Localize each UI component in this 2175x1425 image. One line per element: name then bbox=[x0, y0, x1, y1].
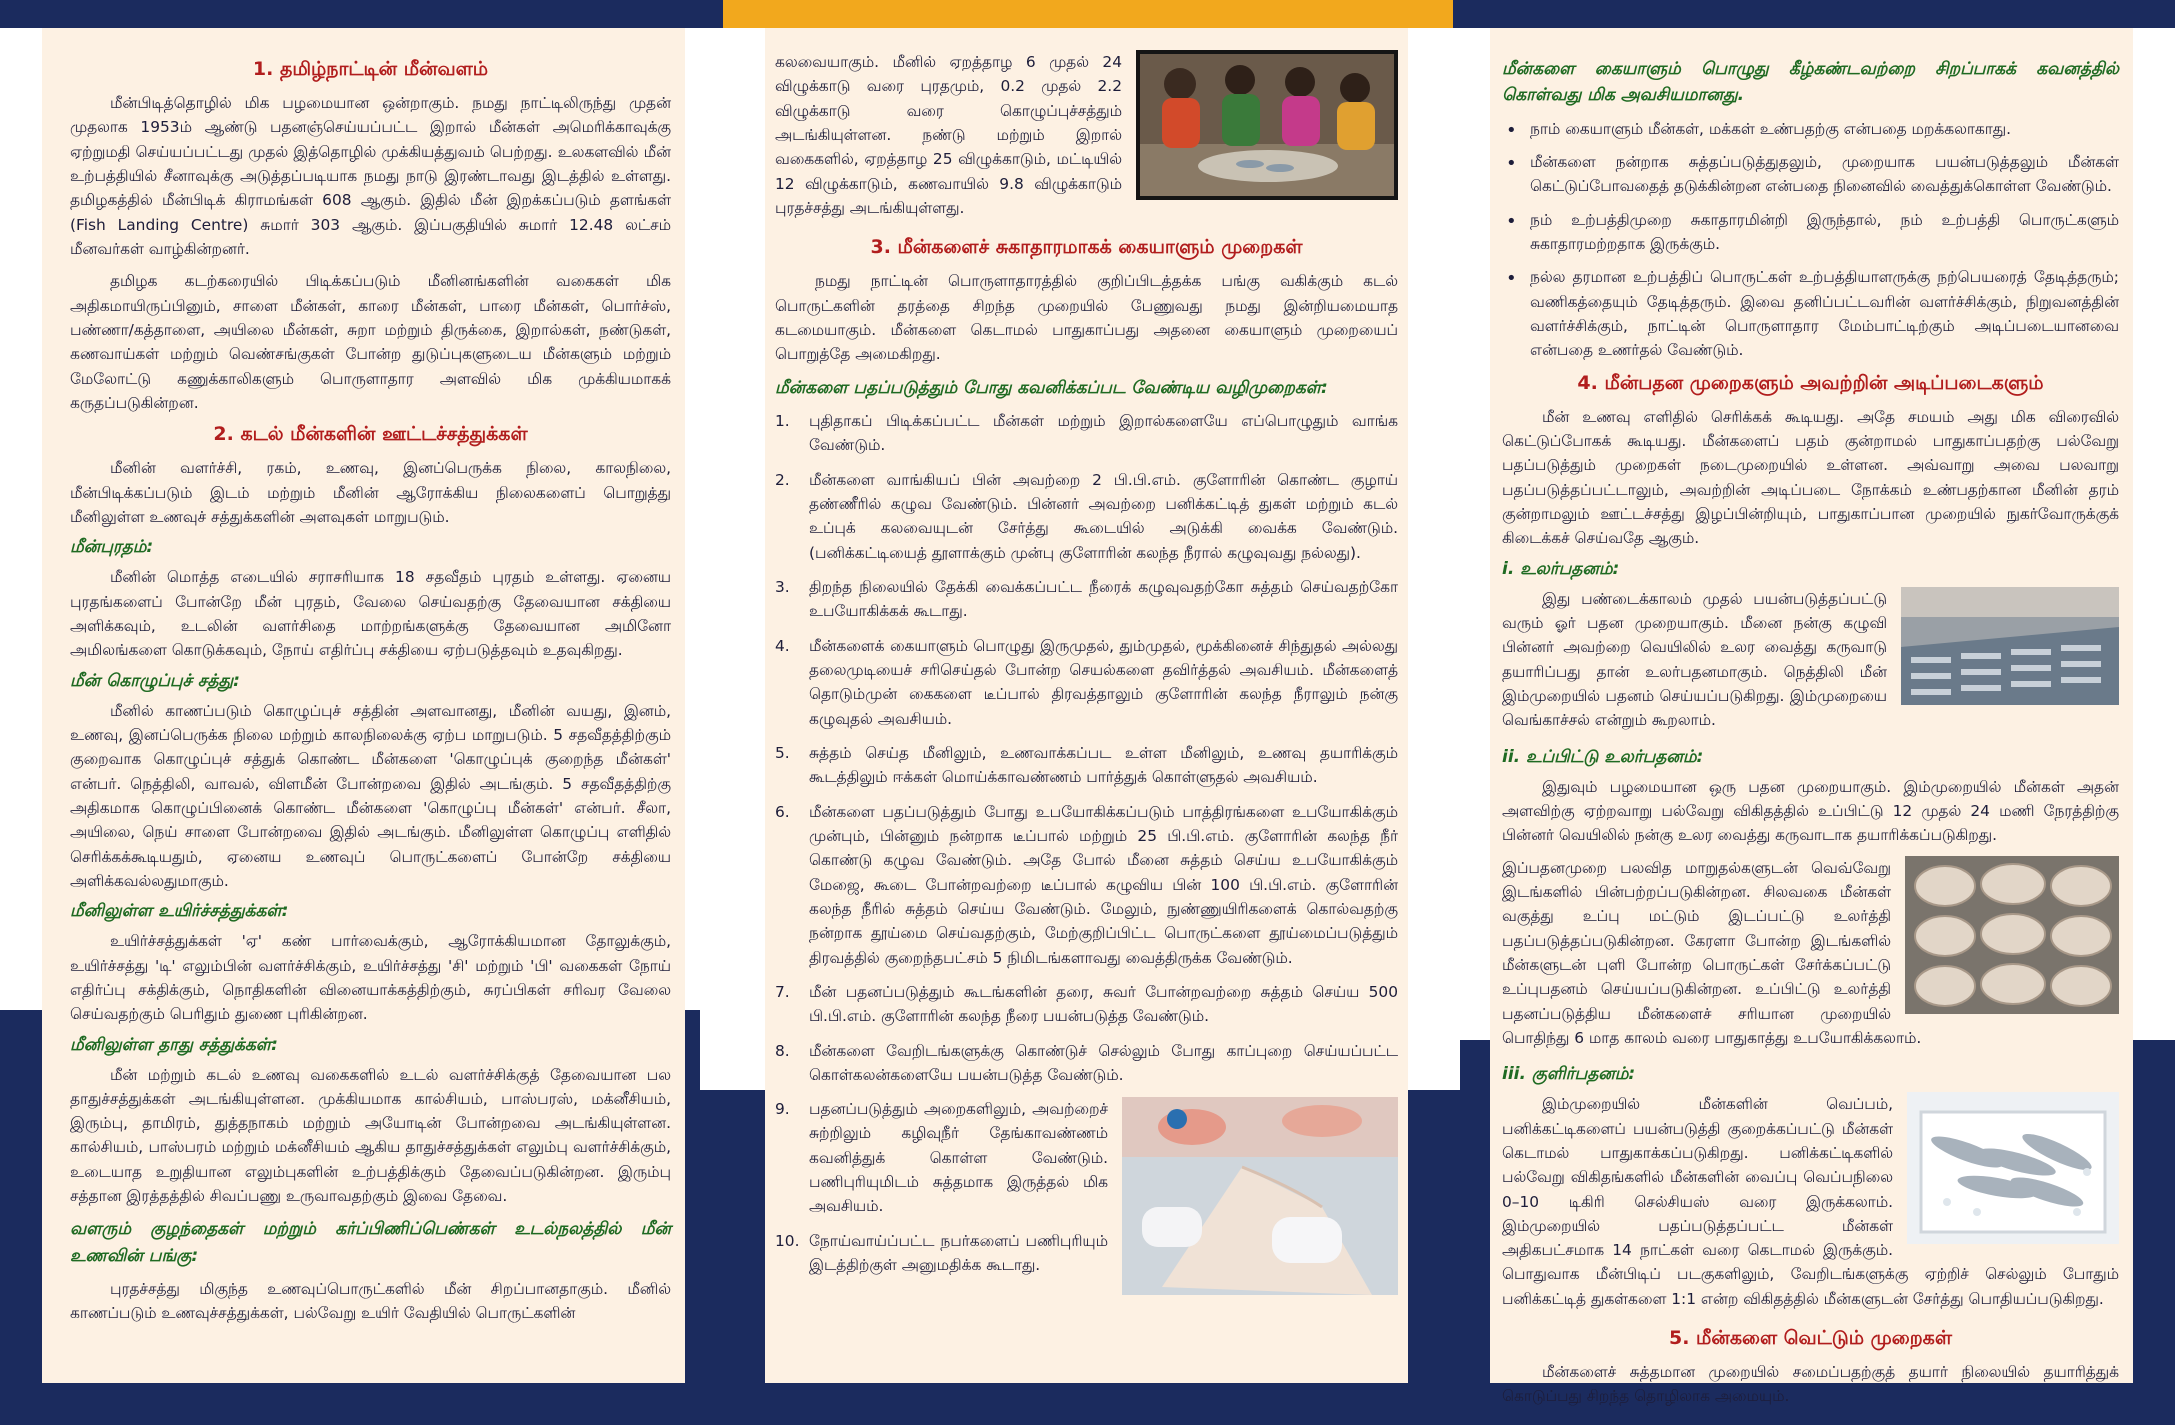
paragraph: மீனின் மொத்த எடையில் சராசரியாக 18 சதவீதம் புரதம் உள்ளது. ஏனைய புரதங்களைப் போன்றே மீன் புரதம், வேலை செய்வதற்கு தேவையான சக்தியை அளிக்கவும், உடலின் வளர்சிதை மாற்றங்களுக்கு தேவையான அமினோ அமிலங்களை கொடுக்கவும், நோய் எதிர்ப்பு சக்தியை ஏற்படுத்தவும் உதவுகிறது. bbox=[70, 568, 671, 660]
subheading-handling-intro: மீன்களை கையாளும் பொழுது கீழ்கண்டவற்றை சிறப்பாகக் கவனத்தில் கொள்வது மிக அவசியமானது. bbox=[1502, 59, 2119, 106]
paragraph: உயிர்ச்சத்துக்கள் 'ஏ' கண் பார்வைக்கும், ஆரோக்கியமான தோலுக்கும், உயிர்ச்சத்து 'டி' எலும்பின் வளர்ச்சிக்கும், உயிர்ச்சத்து 'சி' மற்றும் 'பி' வகைகள் நோய் எதிர்ப்பு சக்திக்கும், நொதிகளின் வினையாக்கத்திற்கும், சுரப்பிகள் சரிவர வேலை செய்வதற்கும் பெரிதும் துணை புரிகின்றன. bbox=[70, 932, 671, 1024]
list-item: • மீன்களை நன்றாக சுத்தப்படுத்துதலும், முறையாக பயன்படுத்தலும் மீன்கள் கெட்டுப்போவதைத் தடுக்கின்றன என்பதை நினைவில் வைத்துக்கொள்ள வேண்டும். bbox=[1502, 150, 2119, 199]
paragraph: மீனின் வளர்ச்சி, ரகம், உணவு, இனப்பெருக்க நிலை, காலநிலை, மீன்பிடிக்கப்படும் இடம் மற்றும் மீனின் ஆரோக்கிய நிலைகளைப் பொறுத்து மீனிலுள்ள உணவுச் சத்துக்களின் அளவுகள் மாறுபடும். bbox=[70, 459, 671, 526]
section-title-hygienic-handling: 3. மீன்களைச் சுகாதாரமாகக் கையாளும் முறைகள் bbox=[870, 236, 1303, 259]
list-item: 7. மீன் பதனப்படுத்தும் கூடங்களின் தரை, சுவர் போன்றவற்றை சுத்தம் செய்ய 500 பி.பி.எம். குளோரின் கலந்த நீரை பயன்படுத்த வேண்டும். bbox=[775, 982, 1398, 1026]
paragraph: மீன்பிடித்தொழில் மிக பழமையான ஒன்றாகும். நமது நாட்டிலிருந்து முதன் முதலாக 1953ம் ஆண்டு பதனஞ்செய்யப்பட்ட இறால் மீன்கள் அமெரிக்காவுக்கு ஏற்றுமதி செய்யப்பட்டது முதல் இத்தொழில் முக்கியத்துவம் பெற்றது. உலகளவில் மீன் உற்பத்தியில் சீனாவுக்கு அடுத்தப்படியாக நமது நாடு இரண்டாவது இடத்தில் உள்ளது. தமிழகத்தில் மீன்பிடிக் கிராமங்கள் 608 ஆகும். இதில் மீன் இறக்கப்படும் தளங்கள் (Fish Landing Centre) சுமார் 303 ஆகும். இப்பகுதியில் சுமார் 12.48 லட்சம் மீனவர்கள் வாழ்கின்றனர். bbox=[70, 94, 671, 258]
panel-right bbox=[1490, 28, 2133, 1406]
list-item: 10. நோய்வாய்ப்பட்ட நபர்களைப் பணிபுரியும் இடத்திற்குள் அனுமதிக்க கூடாது. bbox=[775, 1231, 1108, 1275]
list-item: • நல்ல தரமான உற்பத்திப் பொருட்கள் உற்பத்தியாளருக்கு நற்பெயரைத் தேடித்தரும்; வணிகத்தையும் தேடித்தரும். இவை தனிப்பட்டவரின் வளர்ச்சிக்கும், நிறுவனத்தின் வளர்ச்சிக்கும், நாட்டின் பொருளாதார மேம்பாட்டிற்கும் அடிப்படையானவை என்பதை உணர்தல் வேண்டும். bbox=[1502, 265, 2119, 362]
paragraph: மீனில் காணப்படும் கொழுப்புச் சத்தின் அளவானது, மீனின் வயது, இனம், உணவு, இனப்பெருக்க நிலை மற்றும் காலநிலைக்கு ஏற்ப மாறுபடும். 5 சதவீதத்திற்கும் குறைவாக கொழுப்புச் சத்துக் கொண்ட மீன்களை 'கொழுப்புக் குறைந்த மீன்கள்' என்பர். நெத்திலி, வாவல், விளமீன் போன்றவை இதில் அடங்கும். 5 சதவீதத்திற்கு அதிகமாக கொழுப்பினைக் கொண்ட மீன்களை 'கொழுப்பு மீன்கள்' என்பர். சீலா, அயிலை, நெய் சாளை போன்றவை இதில் அடங்கும். மீனிலுள்ள கொழுப்பு எளிதில் செரிக்கக்கூடியதும், ஏனைய உணவுப் பொருட்களைப் போன்றே சக்தியை அளிக்கவல்லதுமாகும். bbox=[70, 701, 671, 890]
section-title-preservation: 4. மீன்பதன முறைகளும் அவற்றின் அடிப்படைகளும் bbox=[1577, 371, 2044, 394]
paragraph: இது பண்டைக்காலம் முதல் பயன்படுத்தப்பட்டு வரும் ஓர் பதன முறையாகும். மீனை நன்கு கழுவி பின்னர் அவற்றை வெயிலில் உலர வைத்து கருவாடு தயாரிப்பது தான் உலர்பதனமாகும். நெத்திலி மீன் இம்முறையில் பதனம் செய்யப்படுகிறது. இம்முறையை வெங்காச்சல் என்றும் கூறலாம். bbox=[1502, 589, 1887, 730]
sun-drying-fish-photo bbox=[1901, 587, 2119, 705]
list-item: 6. மீன்களை பதப்படுத்தும் போது உபயோகிக்கப்படும் பாத்திரங்களை உபயோகிக்கும் முன்பும், பின்னும் நன்றாக டீப்பால் மற்றும் 25 பி.பி.எம். குளோரின் கலந்த நீர் கொண்டு கழுவ வேண்டும். அதே போல் மீனை சுத்தம் செய்ய உபயோகிக்கும் மேஜை, கூடை போன்றவற்றை டீப்பால் கழுவிய பின் 100 பி.பி.எம். குளோரின் கலந்த நீரில் சுத்தம் செய்ய வேண்டும். மேலும், நுண்ணுயிரிகளைக் கொல்வதற்கு நன்றாக தூய்மை செய்வதற்கும், மேற்குறிப்பிட்ட பொருட்களை தூய்மைப்படுத்தும் திரவத்தில் குறைந்தபட்சம் 5 நிமிடங்களாவது வைத்திருக்க வேண்டும். bbox=[775, 802, 1398, 967]
subheading-children-pregnancy: வளரும் குழந்தைகள் மற்றும் கர்ப்பிணிப்பெண்கள் உடல்நலத்தில் மீன் உணவின் பங்கு: bbox=[70, 1219, 671, 1266]
section-title-fisheries: 1. தமிழ்நாட்டின் மீன்வளம் bbox=[252, 58, 489, 80]
subheading-salt-drying: ii. உப்பிட்டு உலர்பதனம்: bbox=[1502, 746, 1704, 767]
list-item: 9. பதனப்படுத்தும் அறைகளிலும், அவற்றைச் சுற்றிலும் கழிவுநீர் தேங்காவண்ணம் கவனித்துக் கொள்ள வேண்டும். பணிபுரியுமிடம் சுத்தமாக இருத்தல் மிக அவசியம். bbox=[775, 1100, 1108, 1216]
list-item: 5. சுத்தம் செய்த மீனிலும், உணவாக்கப்பட உள்ள மீனிலும், உணவு தயாரிக்கும் கூடத்திலும் ஈக்கள் மொய்க்காவண்ணம் பார்த்துக் கொள்ளுதல் அவசியம். bbox=[775, 743, 1398, 787]
fish-on-ice-photo bbox=[1907, 1092, 2119, 1244]
list-item: 4. மீன்களைக் கையாளும் பொழுது இருமுதல், தும்முதல், மூக்கினைச் சிந்துதல் அல்லது தலைமுடியைச் சரிசெய்தல் போன்ற செயல்களை தவிர்த்தல் அவசியம். மீன்களைத் தொடும்முன் கைகளை டீப்பால் திரவத்தாலும் குளோரின் கலந்த நீராலும் நன்கு கழுவுதல் அவசியம். bbox=[775, 636, 1398, 728]
list-item: 3. திறந்த நிலையில் தேக்கி வைக்கப்பட்ட நீரைக் கழுவுவதற்கோ சுத்தம் செய்வதற்கோ உபயோகிக்கக் கூடாது. bbox=[775, 577, 1398, 621]
top-accent-strip bbox=[723, 0, 1453, 28]
list-item: 1. புதிதாகப் பிடிக்கப்பட்ட மீன்கள் மற்றும் இறால்களையே எப்பொழுதும் வாங்க வேண்டும். bbox=[775, 411, 1398, 455]
subheading-minerals: மீனிலுள்ள தாது சத்துக்கள்: bbox=[70, 1034, 278, 1055]
section-title-nutrients: 2. கடல் மீன்களின் ஊட்டச்சத்துக்கள் bbox=[213, 423, 528, 446]
paragraph: மீன் மற்றும் கடல் உணவு வகைகளில் உடல் வளர்ச்சிக்குத் தேவையான பல தாதுச்சத்துக்கள் அடங்கியுள்ளன. முக்கியமாக கால்சியம், பாஸ்பரஸ், மக்னீசியம், இரும்பு, தாமிரம், துத்தநாகம் மற்றும் அயோடின் போன்றவை அடங்கியுள்ளன. கால்சியம், பாஸ்பரம் மற்றும் மக்னீசியம் ஆகிய தாதுச்சத்துக்கள் எலும்பு வளர்ச்சிக்கும், உடையாத உறுதியான எலும்புகளின் உற்பத்திக்கும் தேவைப்படுகின்றன. இரும்பு சத்தான இரத்தத்தில் சிவப்பணு உருவாவதற்கும் இவை தேவை. bbox=[70, 1065, 671, 1206]
paragraph: கலவையாகும். மீனில் ஏறத்தாழ 6 முதல் 24 விழுக்காடு வரை புரதமும், 0.2 முதல் 2.2 விழுக்காடு வரை கொழுப்புச்சத்தும் அடங்கியுள்ளன. நண்டு மற்றும் இறால் வகைகளில், ஏறத்தாழ 25 விழுக்காடும், மட்டியில் 12 விழுக்காடும், கணவாயில் 9.8 விழுக்காடும் புரதச்சத்து அடங்கியுள்ளது. bbox=[775, 53, 1122, 217]
paragraph: மீன் உணவு எளிதில் செரிக்கக் கூடியது. அதே சமயம் அது மிக விரைவில் கெட்டுப்போகக் கூடியது. மீன்களைப் பதம் குன்றாமல் பாதுகாப்பதற்கு பல்வேறு பதப்படுத்தும் முறைகள் நடைமுறையில் உள்ளன. அவ்வாறு அவை பலவாறு பதப்படுத்தப்பட்டாலும், அவற்றின் அடிப்படை நோக்கம் உண்பதற்கான மீனின் தரம் குன்றாமலும் ஊட்டச்சத்து இழப்பின்றியும், பாதுகாப்பான முறையில் நுகர்வோருக்குக் கிடைக்கச் செய்வதே ஆகும். bbox=[1502, 407, 2120, 548]
salted-dried-fish-photo bbox=[1905, 856, 2119, 1014]
list-item: • நம் உற்பத்திமுறை சுகாதாரமின்றி இருந்தால், நம் உற்பத்தி பொருட்களும் சுகாதாரமற்றதாக இருக்கும். bbox=[1502, 208, 2119, 257]
list-item: 2. மீன்களை வாங்கியப் பின் அவற்றை 2 பி.பி.எம். குளோரின் கொண்ட குழாய் தண்ணீரில் கழுவ வேண்டும். பின்னர் அவற்றை பனிக்கட்டித் துகள் மற்றும் கடல் உப்புக் கலவையுடன் சேர்த்து கூடையில் அடுக்கி வைக்க வேண்டும். (பனிக்கட்டியைத் தூளாக்கும் முன்பு குளோரின் கலந்த நீரால் கழுவுவது நல்லது). bbox=[775, 470, 1398, 562]
paragraph: இம்முறையில் மீன்களின் வெப்பம், பனிக்கட்டிகளைப் பயன்படுத்தி குறைக்கப்பட்டு மீன்கள் கெடாமல் பாதுகாக்கப்படுகிறது. பனிக்கட்டிகளில் பல்வேறு விகிதங்களில் மீன்களின் வைப்பு வெப்பநிலை 0–10 டிகிரி செல்சியஸ் வரை இருக்கலாம். இம்முறையில் பதப்படுத்தப்பட்ட மீன்கள் அதிகபட்சமாக 14 நாட்கள் வரை கெடாமல் இருக்கும். பொதுவாக மீன்பிடிப் படகுகளிலும், வேறிடங்களுக்கு ஏற்றிச் செல்லும் போதும் பனிக்கட்டித் துகள்களை 1:1 என்ற விகிதத்தில் மீன்களுடன் சேர்த்து பொதியப்படுகிறது. bbox=[1502, 1095, 2119, 1308]
panel-middle bbox=[765, 28, 1408, 1383]
paragraph: தமிழக கடற்கரையில் பிடிக்கப்படும் மீனினங்களின் வகைகள் மிக அதிகமாயிருப்பினும், சாளை மீன்கள், காரை மீன்கள், பாரை மீன்கள், பொர்ச்ஸ், பண்ணா/கத்தாளை, அயிலை மீன்கள், சுறா மற்றும் திருக்கை, இறால்கள், நண்டுகள், கணவாய்கள் மற்றும் வெண்சங்குகள் போன்ற துடுப்புகளுடைய மீன்களும் மற்றும் மேலோட்டு கணுக்காலிகளும் பொருளாதார அளவில் மிக முக்கியமாகக் கருதப்படுகின்றன. bbox=[70, 272, 671, 412]
handling-points-list bbox=[1502, 117, 2119, 363]
section-title-cutting: 5. மீன்களை வெட்டும் முறைகள் bbox=[1669, 1327, 1952, 1350]
guideline-list-continued bbox=[775, 1097, 1398, 1277]
people-cleaning-fish-photo bbox=[1136, 50, 1398, 200]
subheading-storage-guidelines: மீன்களை பதப்படுத்தும் போது கவனிக்கப்பட வேண்டிய வழிமுறைகள்: bbox=[775, 377, 1328, 398]
subheading-protein: மீன்புரதம்: bbox=[70, 537, 154, 558]
list-item: 8. மீன்களை வேறிடங்களுக்கு கொண்டுச் செல்லும் போது காப்புறை செய்யப்பட்ட கொள்கலன்களையே பயன்படுத்த வேண்டும். bbox=[775, 1041, 1398, 1084]
paragraph: மீன்களைச் சுத்தமான முறையில் சமைப்பதற்குத் தயார் நிலையில் தயாரித்துக் கொடுப்பது சிறந்த தொழிலாக அமையும். bbox=[1502, 1363, 2119, 1406]
subheading-sun-drying: i. உலர்பதனம்: bbox=[1502, 558, 1620, 579]
list-item: • நாம் கையாளும் மீன்கள், மக்கள் உண்பதற்கு என்பதை மறக்கலாகாது. bbox=[1502, 117, 2119, 141]
guideline-list bbox=[775, 409, 1398, 1087]
paragraph: இதுவும் பழமையான ஒரு பதன முறையாகும். இம்முறையில் மீன்கள் அதன் அளவிற்கு ஏற்றவாறு பல்வேறு விகிதத்தில் உப்பிட்டு 12 முதல் 24 மணி நேரத்திற்கு பின்னர் வெயிலில் நன்கு உலர வைத்து கருவாடாக தயாரிக்கப்படுகிறது. bbox=[1502, 777, 2119, 845]
subheading-cold-storage: iii. குளிர்பதனம்: bbox=[1502, 1064, 1636, 1085]
subheading-vitamins: மீனிலுள்ள உயிர்ச்சத்துக்கள்: bbox=[70, 901, 289, 922]
paragraph: இப்பதனமுறை பலவித மாறுதல்களுடன் வெவ்வேறு இடங்களில் பின்பற்றப்படுகின்றன. சிலவகை மீன்கள் வகுத்து உப்பு மட்டும் இடப்பட்டு உலர்த்தி பதப்படுத்தப்படுகின்றன. கேரளா போன்ற இடங்களில் மீன்களுடன் புளி போன்ற பொருட்கள் சேர்க்கப்பட்டு உப்புபதனம் செய்யப்படுகின்றன. உப்பிட்டு உலர்த்தி பதனப்படுத்திய மீன்களைச் சரியான முறையில் பொதிந்து 6 மாத காலம் வரை பாதுகாத்து உபயோகிக்கலாம். bbox=[1502, 858, 1922, 1047]
paragraph: புரதச்சத்து மிகுந்த உணவுப்பொருட்களில் மீன் சிறப்பானதாகும். மீனில் காணப்படும் உணவுச்சத்துக்கள், பல்வேறு உயிர் வேதியில் பொருட்களின் bbox=[70, 1280, 671, 1323]
subheading-fat: மீன் கொழுப்புச் சத்து: bbox=[70, 670, 240, 691]
panel-left bbox=[42, 28, 685, 1383]
paragraph: நமது நாட்டின் பொருளாதாரத்தில் குறிப்பிடத்தக்க பங்கு வகிக்கும் கடல் பொருட்களின் தரத்தை சிறந்த முறையில் பேணுவது நமது இன்றியமையாத கடமையாகும். மீன்களை கெடாமல் பாதுகாப்பது அதனை கையாளும் முறையைப் பொறுத்தே அமைகிறது. bbox=[775, 272, 1398, 364]
